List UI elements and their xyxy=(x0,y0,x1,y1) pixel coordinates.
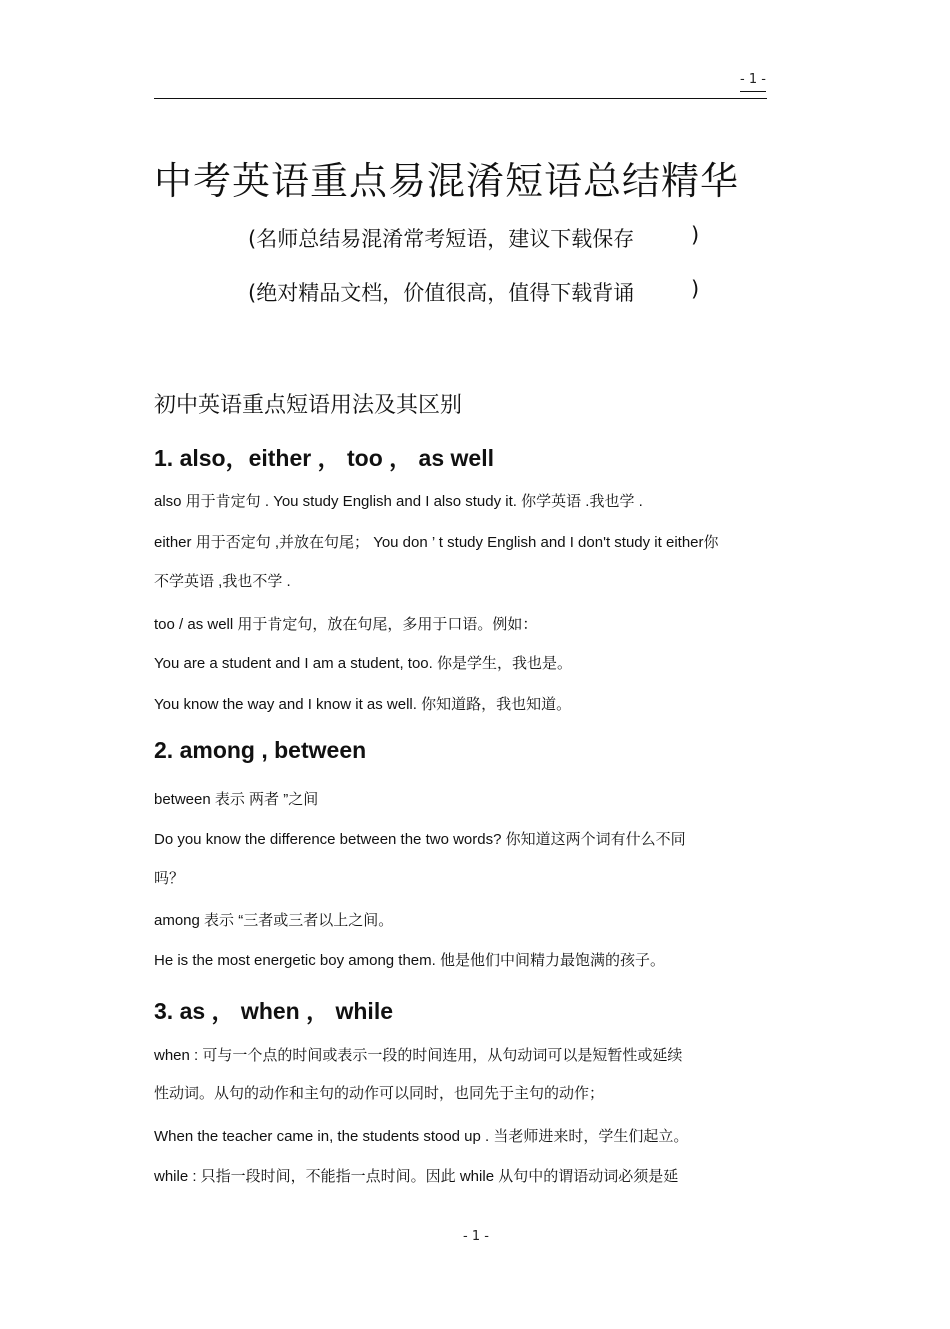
header-rule xyxy=(154,98,767,99)
body-line: You are a student and I am a student, too. 你是学生，我也是。 xyxy=(154,655,572,672)
heading-2: 2. among , between xyxy=(154,737,367,763)
body-line: while : 只指一段时间，不能指一点时间。因此 while 从句中的谓语动词必须是延 xyxy=(154,1168,679,1185)
subtitle-1: (名师总结易混淆常考短语，建议下载保存 xyxy=(248,227,635,251)
heading-1: 1. also，either ， too ， as well xyxy=(154,445,494,471)
header-page-number-underline xyxy=(740,91,766,92)
document-title: 中考英语重点易混淆短语总结精华 xyxy=(154,159,740,203)
section-title: 初中英语重点短语用法及其区别 xyxy=(154,393,463,418)
body-line: also 用于肯定句 . You study English and I also study it. 你学英语 .我也学 . xyxy=(154,493,643,510)
subtitle-2-close-paren: ) xyxy=(691,277,700,301)
body-line: either 用于否定句 ,并放在句尾； You don ’ t study English and I don't study it either你 xyxy=(154,534,719,551)
body-line: between 表示 两者 ”之间 xyxy=(154,791,319,808)
body-line: 吗？ xyxy=(154,870,185,887)
body-line: He is the most energetic boy among them. 他是他们中间精力最饱满的孩子。 xyxy=(154,952,665,969)
body-line: Do you know the difference between the two words? 你知道这两个词有什么不同 xyxy=(154,831,686,848)
footer-page-number: - 1 - xyxy=(463,1229,489,1244)
body-line: too / as well 用于肯定句，放在句尾，多用于口语。例如： xyxy=(154,616,538,633)
subtitle-1-close-paren: ) xyxy=(691,223,700,247)
heading-3: 3. as ， when ， while xyxy=(154,998,394,1024)
body-line: among 表示 “三者或三者以上之间。 xyxy=(154,912,394,929)
body-line: 不学英语 ,我也不学 . xyxy=(154,573,291,590)
body-line: When the teacher came in, the students stood up . 当老师进来时，学生们起立。 xyxy=(154,1128,689,1145)
body-line: when : 可与一个点的时间或表示一段的时间连用，从句动词可以是短暂性或延续 xyxy=(154,1047,683,1064)
body-line: You know the way and I know it as well. 你知道路，我也知道。 xyxy=(154,696,572,713)
subtitle-2: (绝对精品文档，价值很高，值得下载背诵 xyxy=(248,281,635,305)
header-page-number: - 1 - xyxy=(740,72,766,87)
body-line: 性动词。从句的动作和主句的动作可以同时，也同先于主句的动作； xyxy=(154,1085,605,1102)
